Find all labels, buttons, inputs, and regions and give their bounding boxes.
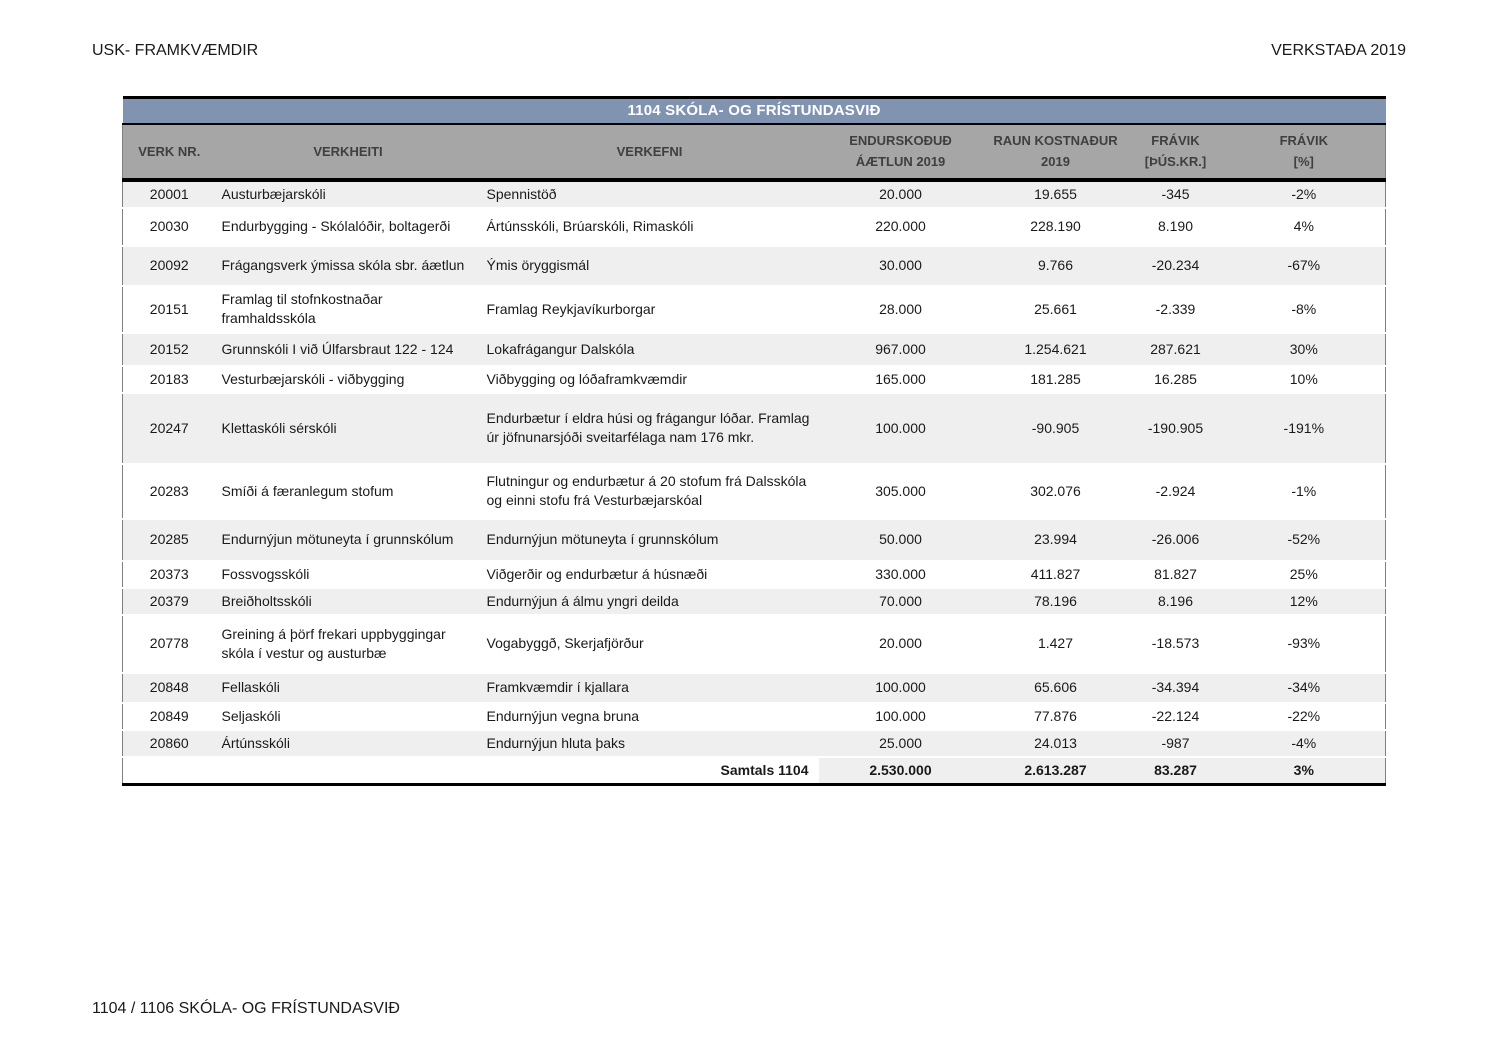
cell-verk-nr: 20849 xyxy=(123,703,216,730)
cell-verk-nr: 20247 xyxy=(123,393,216,464)
cell-fravik-pct: 12% xyxy=(1223,588,1386,615)
totals-empty-cell xyxy=(216,757,481,785)
cell-verkheiti: Frágangsverk ýmissa skóla sbr. áætlun xyxy=(216,246,481,286)
cell-verkheiti: Austurbæjarskóli xyxy=(216,180,481,208)
cell-fravik-kr: -190.905 xyxy=(1129,393,1223,464)
cell-fravik-pct: 25% xyxy=(1223,561,1386,588)
cell-verk-nr: 20092 xyxy=(123,246,216,286)
cell-verkefni: Lokafrágangur Dalskóla xyxy=(481,333,819,366)
table-row xyxy=(123,208,1386,246)
totals-fravik-kr: 83.287 xyxy=(1129,757,1223,785)
cell-verkefni: Spennistöð xyxy=(481,180,819,208)
cell-aaetlun: 30.000 xyxy=(819,246,983,286)
totals-row xyxy=(123,757,1386,785)
cell-verk-nr: 20183 xyxy=(123,366,216,393)
cell-fravik-pct: -34% xyxy=(1223,673,1386,703)
cell-fravik-pct: -22% xyxy=(1223,703,1386,730)
table-row xyxy=(123,393,1386,464)
col-header-label: VERKEFNI xyxy=(616,143,683,159)
cell-aaetlun: 25.000 xyxy=(819,730,983,757)
cell-aaetlun: 100.000 xyxy=(819,393,983,464)
cell-fravik-kr: -34.394 xyxy=(1129,673,1223,703)
cell-fravik-pct: 10% xyxy=(1223,366,1386,393)
col-header-label: ENDURSKOÐUÐ xyxy=(849,133,952,148)
cell-verkheiti: Fossvogsskóli xyxy=(216,561,481,588)
cell-verk-nr: 20151 xyxy=(123,286,216,333)
cell-verk-nr: 20030 xyxy=(123,208,216,246)
cell-verk-nr: 20283 xyxy=(123,464,216,519)
cell-verkefni: Framkvæmdir í kjallara xyxy=(481,673,819,703)
cell-raun: -90.905 xyxy=(983,393,1129,464)
cell-raun: 302.076 xyxy=(983,464,1129,519)
cell-verkefni: Endurnýjun vegna bruna xyxy=(481,703,819,730)
cell-fravik-pct: -8% xyxy=(1223,286,1386,333)
table-title-bar xyxy=(123,98,1386,124)
cell-verkheiti: Grunnskóli I við Úlfarsbraut 122 - 124 xyxy=(216,333,481,366)
table-row xyxy=(123,333,1386,366)
table-row xyxy=(123,366,1386,393)
table-body xyxy=(123,180,1386,757)
cell-verkheiti: Vesturbæjarskóli - viðbygging xyxy=(216,366,481,393)
cell-fravik-pct: 4% xyxy=(1223,208,1386,246)
cell-fravik-pct: -191% xyxy=(1223,393,1386,464)
cell-raun: 24.013 xyxy=(983,730,1129,757)
col-header-fravik-kr: FRÁVIK [ÞÚS.KR.] xyxy=(1129,124,1223,180)
table-row xyxy=(123,519,1386,561)
cell-fravik-kr: 287.621 xyxy=(1129,333,1223,366)
cell-verk-nr: 20860 xyxy=(123,730,216,757)
cell-raun: 19.655 xyxy=(983,180,1129,208)
totals-fravik-pct: 3% xyxy=(1223,757,1386,785)
column-header-row xyxy=(123,124,1386,180)
cell-verkefni: Ártúnsskóli, Brúarskóli, Rimaskóli xyxy=(481,208,819,246)
cell-raun: 1.254.621 xyxy=(983,333,1129,366)
cell-raun: 1.427 xyxy=(983,615,1129,673)
totals-raun: 2.613.287 xyxy=(983,757,1129,785)
table-row xyxy=(123,703,1386,730)
col-header-aaetlun: ENDURSKOÐUÐ ÁÆTLUN 2019 xyxy=(819,124,983,180)
col-header-verkheiti xyxy=(216,124,481,180)
table-row xyxy=(123,730,1386,757)
cell-aaetlun: 220.000 xyxy=(819,208,983,246)
cell-aaetlun: 165.000 xyxy=(819,366,983,393)
cell-aaetlun: 100.000 xyxy=(819,703,983,730)
cell-fravik-pct: -93% xyxy=(1223,615,1386,673)
cell-aaetlun: 330.000 xyxy=(819,561,983,588)
cell-raun: 25.661 xyxy=(983,286,1129,333)
totals-aaetlun: 2.530.000 xyxy=(819,757,983,785)
cell-verkheiti: Endurnýjun mötuneyta í grunnskólum xyxy=(216,519,481,561)
cell-fravik-kr: 8.190 xyxy=(1129,208,1223,246)
cell-aaetlun: 28.000 xyxy=(819,286,983,333)
cell-verkheiti: Seljaskóli xyxy=(216,703,481,730)
cell-verkefni: Viðbygging og lóðaframkvæmdir xyxy=(481,366,819,393)
totals-empty-cell xyxy=(123,757,216,785)
cell-raun: 228.190 xyxy=(983,208,1129,246)
cell-fravik-pct: -1% xyxy=(1223,464,1386,519)
cell-verkheiti: Smíði á færanlegum stofum xyxy=(216,464,481,519)
cell-verk-nr: 20373 xyxy=(123,561,216,588)
cell-verkefni: Ýmis öryggismál xyxy=(481,246,819,286)
cell-aaetlun: 967.000 xyxy=(819,333,983,366)
cell-raun: 181.285 xyxy=(983,366,1129,393)
cell-aaetlun: 50.000 xyxy=(819,519,983,561)
table-row xyxy=(123,464,1386,519)
cell-verkheiti: Fellaskóli xyxy=(216,673,481,703)
cell-aaetlun: 20.000 xyxy=(819,615,983,673)
cell-verk-nr: 20285 xyxy=(123,519,216,561)
col-header-verk-nr xyxy=(123,124,216,180)
cell-verkheiti: Klettaskóli sérskóli xyxy=(216,393,481,464)
cell-verkheiti: Framlag til stofnkostnaðar framhaldsskóla xyxy=(216,286,481,333)
cell-verkheiti: Ártúnsskóli xyxy=(216,730,481,757)
cell-fravik-kr: -22.124 xyxy=(1129,703,1223,730)
col-header-label: FRÁVIK xyxy=(1279,133,1328,148)
cell-verkheiti: Endurbygging - Skólalóðir, boltagerði xyxy=(216,208,481,246)
cell-fravik-pct: -52% xyxy=(1223,519,1386,561)
cell-verk-nr: 20848 xyxy=(123,673,216,703)
cell-fravik-kr: -345 xyxy=(1129,180,1223,208)
cell-fravik-kr: 81.827 xyxy=(1129,561,1223,588)
cell-verkheiti: Greining á þörf frekari uppbyggingar skóla í vestur og austurbæ xyxy=(216,615,481,673)
cell-verkefni: Endurnýjun hluta þaks xyxy=(481,730,819,757)
page-header-right: VERKSTAÐA 2019 xyxy=(1271,42,1406,59)
cell-fravik-kr: -20.234 xyxy=(1129,246,1223,286)
page-footer: 1104 / 1106 SKÓLA- OG FRÍSTUNDASVIÐ xyxy=(92,1000,400,1017)
cell-verkefni: Endurnýjun mötuneyta í grunnskólum xyxy=(481,519,819,561)
cell-verkefni: Viðgerðir og endurbætur á húsnæði xyxy=(481,561,819,588)
cell-fravik-kr: -26.006 xyxy=(1129,519,1223,561)
cell-raun: 411.827 xyxy=(983,561,1129,588)
col-header-label: VERKHEITI xyxy=(313,143,383,159)
cell-verkefni: Vogabyggð, Skerjafjörður xyxy=(481,615,819,673)
col-header-label: FRÁVIK xyxy=(1151,133,1200,148)
cell-fravik-kr: -18.573 xyxy=(1129,615,1223,673)
cell-fravik-pct: 30% xyxy=(1223,333,1386,366)
projects-table xyxy=(122,96,1386,786)
cell-raun: 78.196 xyxy=(983,588,1129,615)
projects-table-wrap xyxy=(122,96,1385,786)
cell-verkefni: Flutningur og endurbætur á 20 stofum frá Dalsskóla og einni stofu frá Vesturbæjarskóal xyxy=(481,464,819,519)
cell-verk-nr: 20778 xyxy=(123,615,216,673)
cell-verkefni: Framlag Reykjavíkurborgar xyxy=(481,286,819,333)
col-header-label: VERK NR. xyxy=(138,143,201,159)
table-row xyxy=(123,561,1386,588)
table-title: 1104 SKÓLA- OG FRÍSTUNDASVIÐ xyxy=(123,98,1386,124)
table-row xyxy=(123,180,1386,208)
cell-fravik-pct: -67% xyxy=(1223,246,1386,286)
cell-fravik-kr: -2.924 xyxy=(1129,464,1223,519)
page-header-left: USK- FRAMKVÆMDIR xyxy=(92,42,259,59)
cell-aaetlun: 100.000 xyxy=(819,673,983,703)
table-row xyxy=(123,286,1386,333)
col-header-verkefni xyxy=(481,124,819,180)
col-header-fravik-pct: FRÁVIK [%] xyxy=(1223,124,1386,180)
totals-label: Samtals 1104 xyxy=(481,757,819,785)
table-row xyxy=(123,615,1386,673)
cell-verkefni: Endurnýjun á álmu yngri deilda xyxy=(481,588,819,615)
table-row xyxy=(123,246,1386,286)
table-row xyxy=(123,673,1386,703)
cell-fravik-pct: -4% xyxy=(1223,730,1386,757)
cell-verk-nr: 20001 xyxy=(123,180,216,208)
cell-raun: 9.766 xyxy=(983,246,1129,286)
cell-fravik-kr: 8.196 xyxy=(1129,588,1223,615)
cell-verk-nr: 20152 xyxy=(123,333,216,366)
cell-verkefni: Endurbætur í eldra húsi og frágangur lóðar. Framlag úr jöfnunarsjóði sveitarfélaga nam 176 mkr. xyxy=(481,393,819,464)
cell-verk-nr: 20379 xyxy=(123,588,216,615)
table-row xyxy=(123,588,1386,615)
cell-fravik-kr: -987 xyxy=(1129,730,1223,757)
cell-fravik-pct: -2% xyxy=(1223,180,1386,208)
cell-raun: 65.606 xyxy=(983,673,1129,703)
cell-aaetlun: 70.000 xyxy=(819,588,983,615)
cell-fravik-kr: -2.339 xyxy=(1129,286,1223,333)
cell-verkheiti: Breiðholtsskóli xyxy=(216,588,481,615)
cell-aaetlun: 305.000 xyxy=(819,464,983,519)
col-header-label: RAUN KOSTNAÐUR xyxy=(993,133,1118,148)
col-header-raun-kostnadur: RAUN KOSTNAÐUR 2019 xyxy=(983,124,1129,180)
cell-fravik-kr: 16.285 xyxy=(1129,366,1223,393)
cell-aaetlun: 20.000 xyxy=(819,180,983,208)
cell-raun: 23.994 xyxy=(983,519,1129,561)
cell-raun: 77.876 xyxy=(983,703,1129,730)
